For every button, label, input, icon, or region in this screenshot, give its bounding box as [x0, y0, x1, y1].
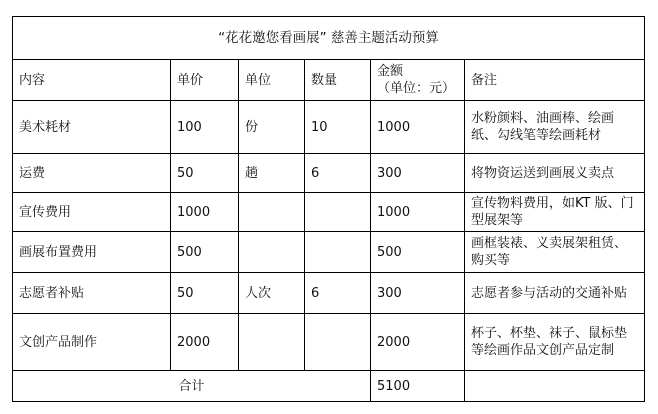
cell-content: 宣传费用	[13, 193, 171, 232]
cell-unit-price: 2000	[171, 314, 239, 371]
table-title: “花花邀您看画展” 慈善主题活动预算	[13, 17, 645, 60]
cell-unit	[239, 314, 305, 371]
total-label: 合计	[13, 371, 371, 402]
cell-note: 志愿者参与活动的交通补贴	[465, 273, 645, 314]
cell-note: 画框装裱、义卖展架租赁、购买等	[465, 232, 645, 273]
total-amount: 5100	[371, 371, 465, 402]
cell-unit-price: 50	[171, 154, 239, 193]
cell-unit	[239, 232, 305, 273]
cell-unit: 趟	[239, 154, 305, 193]
table-row	[13, 273, 645, 314]
cell-content: 美术耗材	[13, 101, 171, 154]
table-row	[13, 232, 645, 273]
cell-quantity	[305, 232, 371, 273]
cell-quantity	[305, 193, 371, 232]
cell-amount: 300	[371, 154, 465, 193]
table-row	[13, 154, 645, 193]
cell-unit-price: 1000	[171, 193, 239, 232]
table-row	[13, 101, 645, 154]
header-unit-price: 单价	[171, 60, 239, 101]
cell-content: 运费	[13, 154, 171, 193]
cell-content: 志愿者补贴	[13, 273, 171, 314]
table-row	[13, 314, 645, 371]
header-amount	[371, 60, 465, 101]
header-amount-line2: （单位：元）	[377, 81, 456, 96]
cell-quantity: 10	[305, 101, 371, 154]
cell-unit: 份	[239, 101, 305, 154]
header-note: 备注	[465, 60, 645, 101]
cell-content: 文创产品制作	[13, 314, 171, 371]
cell-unit-price: 100	[171, 101, 239, 154]
cell-quantity	[305, 314, 371, 371]
total-row	[13, 371, 645, 402]
cell-note: 宣传物料费用，如KT 版、门型展架等	[465, 193, 645, 232]
cell-amount: 500	[371, 232, 465, 273]
cell-amount: 1000	[371, 193, 465, 232]
cell-unit: 人次	[239, 273, 305, 314]
cell-amount: 1000	[371, 101, 465, 154]
header-unit: 单位	[239, 60, 305, 101]
budget-table	[12, 16, 645, 402]
header-content: 内容	[13, 60, 171, 101]
cell-amount: 2000	[371, 314, 465, 371]
table-row	[13, 193, 645, 232]
cell-note: 水粉颜料、油画棒、绘画纸、勾线笔等绘画耗材	[465, 101, 645, 154]
cell-unit	[239, 193, 305, 232]
cell-content: 画展布置费用	[13, 232, 171, 273]
cell-quantity: 6	[305, 154, 371, 193]
header-quantity: 数量	[305, 60, 371, 101]
cell-note: 将物资运送到画展义卖点	[465, 154, 645, 193]
cell-note: 杯子、杯垫、袜子、鼠标垫等绘画作品文创产品定制	[465, 314, 645, 371]
cell-unit-price: 50	[171, 273, 239, 314]
cell-unit-price: 500	[171, 232, 239, 273]
cell-amount: 300	[371, 273, 465, 314]
cell-quantity: 6	[305, 273, 371, 314]
header-row	[13, 60, 645, 101]
header-amount-line1: 金额	[377, 64, 404, 79]
title-row	[13, 17, 645, 60]
total-note	[465, 371, 645, 402]
